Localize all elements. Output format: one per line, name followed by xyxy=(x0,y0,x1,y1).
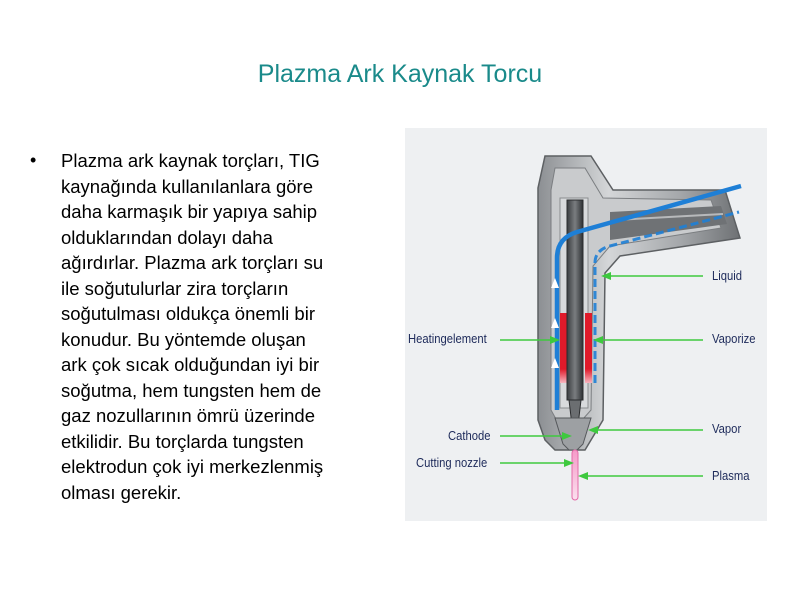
bullet-line: soğutulması oldukça önemli bir xyxy=(61,303,315,324)
plasma-torch-diagram xyxy=(405,128,767,521)
slide-title: Plazma Ark Kaynak Torcu xyxy=(257,60,543,88)
bullet-line: ark çok sıcak olduğundan iyi bir xyxy=(61,354,320,375)
bullet-line: daha karmaşık bir yapıya sahip xyxy=(61,201,318,222)
bullet-text xyxy=(61,148,402,505)
bullet-line: etkilidir. Bu torçlarda tungsten xyxy=(61,430,304,452)
plasma-jet xyxy=(572,450,578,500)
bullet-line: soğutma, hem tungsten hem de xyxy=(61,379,322,401)
bullet-line: olması gerekir. xyxy=(61,481,182,503)
label-vaporize: Vaporize xyxy=(712,332,756,346)
bullet-line: elektrodun çok iyi merkezlenmiş xyxy=(61,456,324,477)
bullet-marker: • xyxy=(30,150,37,170)
bullet-line: konudur. Bu yöntemde oluşan xyxy=(61,328,306,350)
bullet-line: gaz nozullarının ömrü üzerinde xyxy=(61,405,316,426)
label-plasma: Plasma xyxy=(712,469,750,483)
label-cutting-nozzle: Cutting nozzle xyxy=(416,456,488,470)
bullet-item xyxy=(30,148,402,505)
label-cathode: Cathode xyxy=(448,429,491,443)
label-vapor: Vapor xyxy=(712,422,742,436)
bullet-line: kaynağında kullanılanlara göre xyxy=(61,175,313,197)
label-heating-element: Heatingelement xyxy=(408,332,487,346)
bullet-line: Plazma ark kaynak torçları, TIG xyxy=(61,150,320,171)
bullet-line: olduklarından dolayı daha xyxy=(61,226,273,248)
bullet-line: ağırdırlar. Plazma ark torçları su xyxy=(61,252,324,273)
label-liquid: Liquid xyxy=(712,269,743,283)
bullet-line: ile soğutulurlar zira torçların xyxy=(61,277,289,299)
